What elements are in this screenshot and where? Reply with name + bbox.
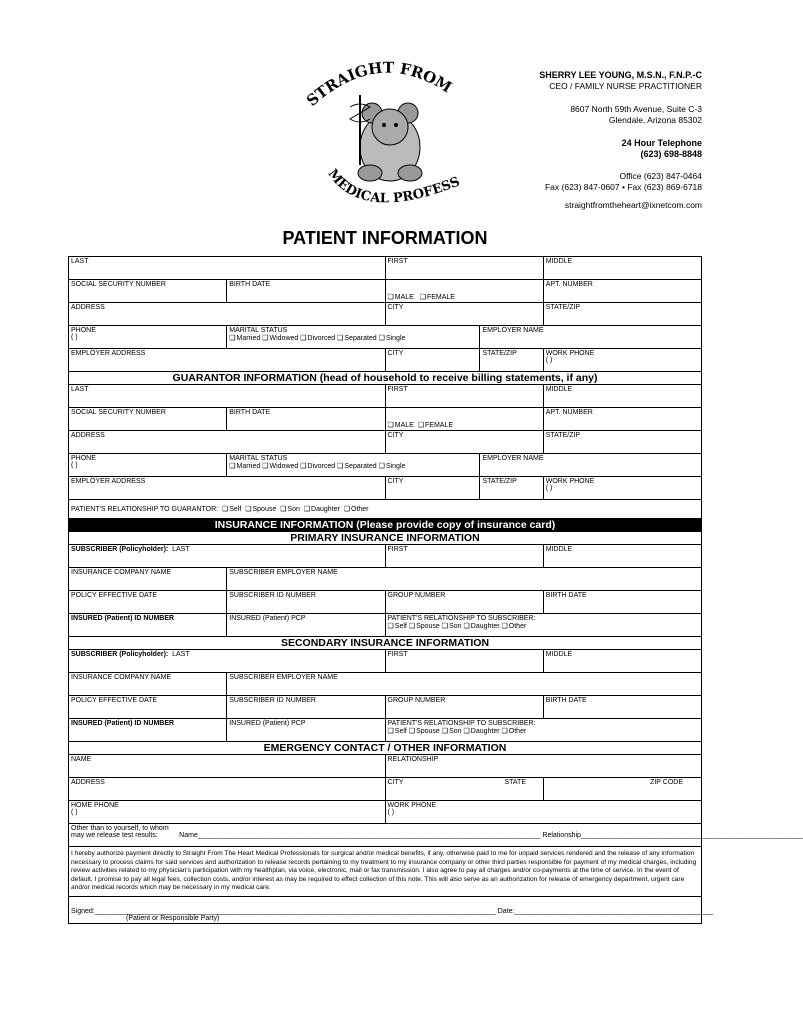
patient-phone-field[interactable]: PHONE ( ) — [69, 326, 227, 349]
patient-first-field[interactable]: FIRST — [385, 257, 543, 280]
emergency-section-title: EMERGENCY CONTACT / OTHER INFORMATION — [69, 742, 702, 755]
release-results-row[interactable]: Other than to yourself, to whom may we release test results: Name________________________________________________________________________________________ Relationship_________________________________________________________ — [69, 824, 702, 847]
secondary-sub-employer-field[interactable]: SUBSCRIBER EMPLOYER NAME — [227, 673, 702, 696]
patient-sex-field[interactable] — [385, 280, 543, 303]
guarantor-workphone-field[interactable]: WORK PHONE ( ) — [543, 477, 701, 500]
guarantor-relationship-row[interactable]: PATIENT'S RELATIONSHIP TO GUARANTOR: ❑ Self ❑ Spouse ❑ Son ❑ Daughter ❑ Other — [69, 500, 702, 519]
patient-employer-statezip-field[interactable]: STATE/ZIP — [480, 349, 543, 372]
patient-section — [68, 256, 803, 924]
page-title: PATIENT INFORMATION — [282, 228, 488, 248]
telephone-block — [622, 138, 702, 160]
secondary-middle-field[interactable]: MIDDLE — [543, 650, 701, 673]
provider-role: CEO / FAMILY NURSE PRACTITIONER — [549, 81, 702, 91]
office-fax-block — [545, 171, 702, 193]
secondary-pcp-field[interactable]: INSURED (Patient) PCP — [227, 719, 385, 742]
guarantor-phone-field[interactable]: PHONE ( ) — [69, 454, 227, 477]
patient-form — [68, 256, 803, 924]
secondary-policy-date-field[interactable]: POLICY EFFECTIVE DATE — [69, 696, 227, 719]
email: straightfromtheheart@ixnetcom.com — [564, 200, 702, 210]
secondary-group-field[interactable]: GROUP NUMBER — [385, 696, 543, 719]
guarantor-section-title: GUARANTOR INFORMATION (head of household to receive billing statements, if any) — [69, 372, 702, 385]
guarantor-employer-name-field[interactable]: EMPLOYER NAME — [480, 454, 702, 477]
guarantor-employer-statezip-field[interactable]: STATE/ZIP — [480, 477, 543, 500]
primary-policy-date-field[interactable]: POLICY EFFECTIVE DATE — [69, 591, 227, 614]
telephone-label: 24 Hour Telephone — [621, 138, 702, 148]
patient-last-field[interactable]: LAST — [69, 257, 386, 280]
secondary-first-field[interactable]: FIRST — [385, 650, 543, 673]
guarantor-ssn-field[interactable]: SOCIAL SECURITY NUMBER — [69, 408, 227, 431]
primary-pcp-field[interactable]: INSURED (Patient) PCP — [227, 614, 385, 637]
svg-text:MEDICAL PROFESSIONALS, INC.: MEDICAL PROFESS — [324, 166, 463, 207]
patient-statezip-field[interactable]: STATE/ZIP — [543, 303, 701, 326]
primary-group-field[interactable]: GROUP NUMBER — [385, 591, 543, 614]
patient-apt-field[interactable]: APT. NUMBER — [543, 280, 701, 303]
primary-sub-employer-field[interactable]: SUBSCRIBER EMPLOYER NAME — [227, 568, 702, 591]
authorization-text: I hereby authorize payment directly to Straight From The Heart Medical Professionals for surgical and/or medical benefits, if any, otherwise paid to me for unpaid services rendered and the release of any information necessary to process claims for said services and authorization to release records pertaining to my treatment to my insurance company or other third parties responsible for payment of my medical charges, including review activities related to my physician's participation with my healthplan, via voice, electronic, mail or fax transmission. I also agree to pay all charges and/or co-payments at the time of service. In the event of default, I promise to pay all legal fees, collection costs, and/or interest as may be required to effect collection of this note. This will also serve as an authorization for release of emergency department, urgent care and/or medical records which may be necessary in my medical care. — [69, 847, 702, 897]
secondary-company-field[interactable]: INSURANCE COMPANY NAME — [69, 673, 227, 696]
guarantor-apt-field[interactable]: APT. NUMBER — [543, 408, 701, 431]
address-line-2: Glendale, Arizona 85302 — [608, 115, 702, 125]
provider-name: SHERRY LEE YOUNG, M.S.N., F.N.P.-C — [539, 70, 702, 80]
emergency-zip-field[interactable]: ZIP CODE — [543, 778, 701, 801]
guarantor-employer-city-field[interactable]: CITY — [385, 477, 480, 500]
female-checkbox[interactable]: ❑ FEMALE — [420, 294, 455, 301]
patient-ssn-field[interactable]: SOCIAL SECURITY NUMBER — [69, 280, 227, 303]
patient-birthdate-field[interactable]: BIRTH DATE — [227, 280, 385, 303]
guarantor-statezip-field[interactable]: STATE/ZIP — [543, 431, 701, 454]
signature-row[interactable]: Signed:_______________________________________________________________________________________________________ Date:___________________________________________________ (Patient or Responsible Party) — [69, 896, 702, 923]
guarantor-sex-field[interactable]: ❑ MALE ❑ FEMALE — [385, 408, 543, 431]
emergency-name-field[interactable]: NAME — [69, 755, 386, 778]
fax-numbers: Fax (623) 847-0607 • Fax (623) 869-6718 — [544, 182, 702, 192]
guarantor-city-field[interactable]: CITY — [385, 431, 543, 454]
primary-first-field[interactable]: FIRST — [385, 545, 543, 568]
secondary-subscriber-field[interactable]: SUBSCRIBER (Policyholder): LAST — [69, 650, 386, 673]
office-phone: Office (623) 847-0464 — [619, 171, 702, 181]
svg-text:STRAIGHT FROM THE HEART: STRAIGHT FROM — [302, 58, 455, 110]
primary-relationship-field[interactable]: PATIENT'S RELATIONSHIP TO SUBSCRIBER: ❑ Self ❑ Spouse ❑ Son ❑ Daughter ❑ Other — [385, 614, 702, 637]
telephone-number: (623) 698-8848 — [640, 149, 702, 159]
patient-employer-address-field[interactable]: EMPLOYER ADDRESS — [69, 349, 386, 372]
emergency-address-field[interactable]: ADDRESS — [69, 778, 386, 801]
patient-workphone-field[interactable]: WORK PHONE ( ) — [543, 349, 701, 372]
emergency-homephone-field[interactable]: HOME PHONE ( ) — [69, 801, 386, 824]
address-block — [570, 104, 702, 126]
insurance-section-title: INSURANCE INFORMATION (Please provide copy of insurance card) — [69, 519, 702, 532]
patient-marital-field[interactable]: MARITAL STATUS ❑ Married ❑ Widowed ❑ Divorced ❑ Separated ❑ Single — [227, 326, 480, 349]
patient-city-field[interactable]: CITY — [385, 303, 543, 326]
patient-employer-name-field[interactable]: EMPLOYER NAME — [480, 326, 702, 349]
company-logo — [300, 55, 475, 225]
secondary-insured-id-field[interactable]: INSURED (Patient) ID NUMBER — [69, 719, 227, 742]
secondary-insurance-title: SECONDARY INSURANCE INFORMATION — [69, 637, 702, 650]
emergency-city-field[interactable]: CITY STATE — [385, 778, 543, 801]
guarantor-birthdate-field[interactable]: BIRTH DATE — [227, 408, 385, 431]
primary-insured-id-field[interactable]: INSURED (Patient) ID NUMBER — [69, 614, 227, 637]
primary-subscriber-field[interactable]: SUBSCRIBER (Policyholder): LAST — [69, 545, 386, 568]
patient-address-field[interactable]: ADDRESS — [69, 303, 386, 326]
address-line-1: 8607 North 59th Avenue, Suite C-3 — [570, 104, 702, 114]
primary-company-field[interactable]: INSURANCE COMPANY NAME — [69, 568, 227, 591]
patient-employer-city-field[interactable]: CITY — [385, 349, 480, 372]
emergency-relationship-field[interactable]: RELATIONSHIP — [385, 755, 702, 778]
primary-middle-field[interactable]: MIDDLE — [543, 545, 701, 568]
primary-sub-id-field[interactable]: SUBSCRIBER ID NUMBER — [227, 591, 385, 614]
contact-header — [539, 70, 702, 92]
primary-insurance-title: PRIMARY INSURANCE INFORMATION — [69, 532, 702, 545]
guarantor-first-field[interactable]: FIRST — [385, 385, 543, 408]
male-checkbox[interactable]: ❑ MALE — [388, 294, 414, 301]
guarantor-last-field[interactable]: LAST — [69, 385, 386, 408]
guarantor-address-field[interactable]: ADDRESS — [69, 431, 386, 454]
secondary-sub-id-field[interactable]: SUBSCRIBER ID NUMBER — [227, 696, 385, 719]
guarantor-employer-address-field[interactable]: EMPLOYER ADDRESS — [69, 477, 386, 500]
signature-caption: (Patient or Responsible Party) — [126, 914, 220, 922]
secondary-birthdate-field[interactable]: BIRTH DATE — [543, 696, 701, 719]
patient-middle-field[interactable]: MIDDLE — [543, 257, 701, 280]
guarantor-marital-field[interactable]: MARITAL STATUS ❑ Married ❑ Widowed ❑ Divorced ❑ Separated ❑ Single — [227, 454, 480, 477]
primary-birthdate-field[interactable]: BIRTH DATE — [543, 591, 701, 614]
secondary-relationship-field[interactable]: PATIENT'S RELATIONSHIP TO SUBSCRIBER: ❑ Self ❑ Spouse ❑ Son ❑ Daughter ❑ Other — [385, 719, 702, 742]
emergency-workphone-field[interactable]: WORK PHONE ( ) — [385, 801, 702, 824]
guarantor-middle-field[interactable]: MIDDLE — [543, 385, 701, 408]
